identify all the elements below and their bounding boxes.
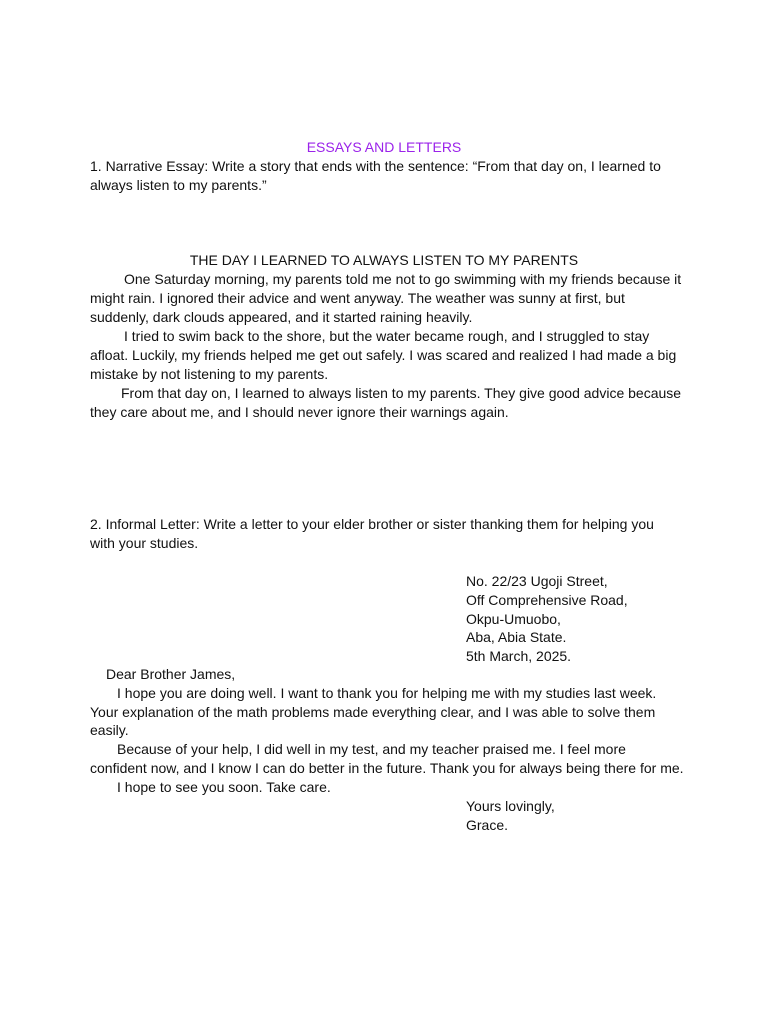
essay-paragraph-3-line-2: they care about me, and I should never ignore their warnings again. [90, 404, 509, 420]
letter-paragraph-3-line-1: I hope to see you soon. Take care. [117, 779, 331, 795]
address-line-4: Aba, Abia State. [466, 629, 567, 645]
letter-paragraph-1-line-1: I hope you are doing well. I want to thank you for helping me with my studies last week. [117, 685, 657, 701]
essay-paragraph-3-line-1: From that day on, I learned to always listen to my parents. They give good advice because [121, 385, 682, 401]
address-line-1: No. 22/23 Ugoji Street, [466, 573, 608, 589]
letter-closing: Yours lovingly, [466, 798, 555, 814]
letter-salutation: Dear Brother James, [106, 666, 236, 682]
essay-paragraph-2-line-1: I tried to swim back to the shore, but the water became rough, and I struggled to stay [124, 328, 650, 344]
question-1-line-2: always listen to my parents.” [90, 177, 267, 193]
letter-signature: Grace. [466, 817, 509, 833]
essay-paragraph-1-line-1: One Saturday morning, my parents told me not to go swimming with my friends because it [124, 271, 682, 287]
address-line-2: Off Comprehensive Road, [466, 592, 628, 608]
essay-title: THE DAY I LEARNED TO ALWAYS LISTEN TO MY PARENTS [189, 252, 579, 268]
essay-paragraph-1-line-2: might rain. I ignored their advice and went anyway. The weather was sunny at first, but [90, 290, 625, 306]
question-2-line-2: with your studies. [90, 535, 199, 551]
essay-paragraph-2-line-2: afloat. Luckily, my friends helped me get out safely. I was scared and realized I had made a big [90, 347, 677, 363]
question-2-line-1: 2. Informal Letter: Write a letter to your elder brother or sister thanking them for helping you [90, 516, 654, 532]
letter-paragraph-1-line-2: Your explanation of the math problems made everything clear, and I was able to solve them [90, 704, 656, 720]
question-1-line-1: 1. Narrative Essay: Write a story that ends with the sentence: “From that day on, I learned to [90, 158, 661, 174]
document-heading: ESSAYS AND LETTERS [306, 139, 462, 155]
letter-date: 5th March, 2025. [466, 648, 572, 664]
letter-paragraph-2-line-1: Because of your help, I did well in my test, and my teacher praised me. I feel more [117, 741, 626, 757]
essay-paragraph-1-line-3: suddenly, dark clouds appeared, and it started raining heavily. [90, 309, 473, 325]
letter-paragraph-1-line-3: easily. [90, 722, 129, 738]
essay-paragraph-2-line-3: mistake by not listening to my parents. [90, 366, 329, 382]
letter-paragraph-2-line-2: confident now, and I know I can do better in the future. Thank you for always being there for me. [90, 760, 684, 776]
address-line-3: Okpu-Umuobo, [466, 611, 561, 627]
